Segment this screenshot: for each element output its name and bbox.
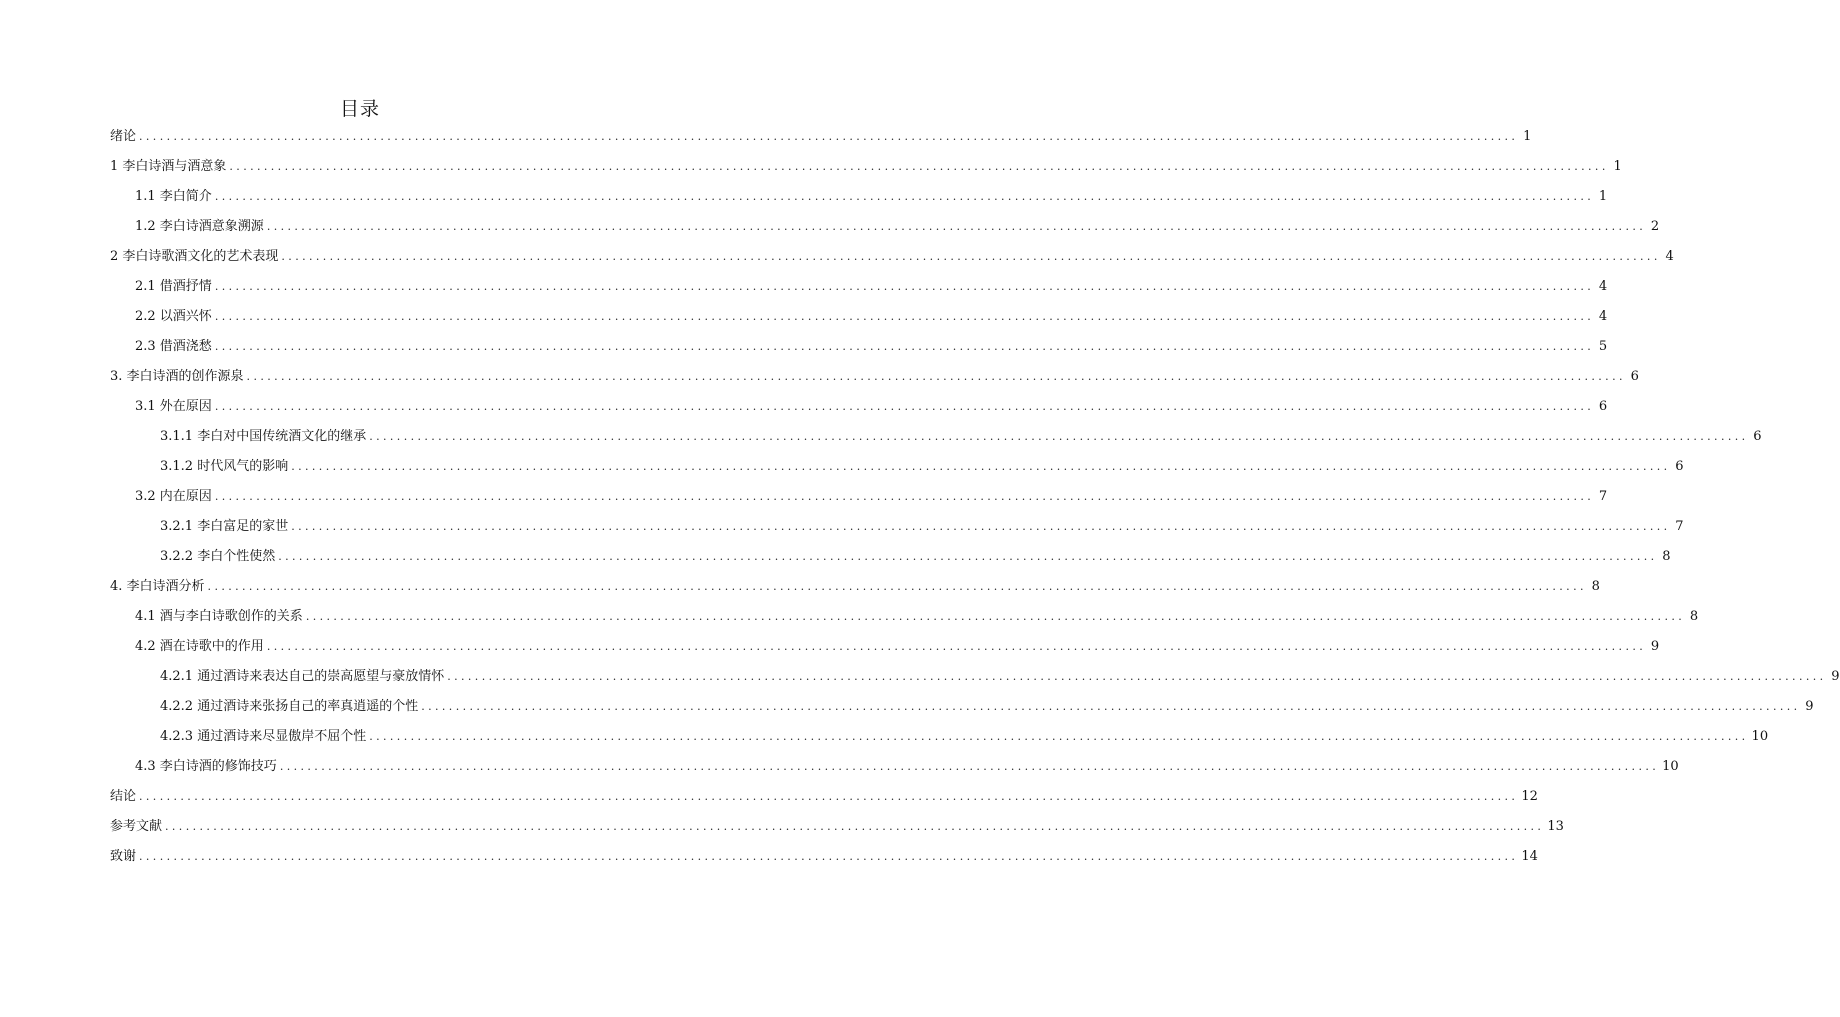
toc-leader-dots: ........................................................................................................................................................................................................ [266,640,1647,653]
toc-entry[interactable] [110,362,1639,392]
toc-leader-dots: ........................................................................................................................................................................................................ [139,790,1519,803]
toc-entry-label: 3.2.1 李白富足的家世 [160,519,289,534]
toc-entry-label: 4.2.3 通过酒诗来尽显傲岸不屈个性 [160,729,367,744]
toc-entry-page-number: 7 [1675,519,1684,534]
toc-entry[interactable] [110,182,1608,212]
toc-entry-label: 3.1 外在原因 [135,399,212,414]
toc-leader-dots: ........................................................................................................................................................................................................ [207,580,1587,593]
toc-entry-page-number: 9 [1650,639,1660,654]
toc-entry-label: 4.2.2 通过酒诗来张扬自己的率真逍遥的个性 [160,699,419,714]
toc-leader-dots: ........................................................................................................................................................................................................ [165,820,1545,833]
toc-entry[interactable] [110,422,1762,452]
toc-entry-page-number: 10 [1662,759,1679,774]
toc-entry[interactable] [110,302,1608,332]
toc-leader-dots: ........................................................................................................................................................................................................ [139,850,1519,863]
toc-leader-dots: ........................................................................................................................................................................................................ [214,190,1595,203]
toc-leader-dots: ........................................................................................................................................................................................................ [229,160,1609,173]
toc-entry-page-number: 4 [1665,249,1674,264]
toc-entry-label: 结论 [110,789,137,804]
toc-entry-label: 1 李白诗酒与酒意象 [110,159,227,174]
toc-leader-dots: ........................................................................................................................................................................................................ [421,700,1801,713]
toc-entry-label: 3.1.2 时代风气的影响 [160,459,289,474]
toc-leader-dots: ........................................................................................................................................................................................................ [214,340,1595,353]
toc-entry-page-number: 8 [1662,549,1671,564]
toc-leader-dots: ........................................................................................................................................................................................................ [281,250,1661,263]
toc-leader-dots: ........................................................................................................................................................................................................ [291,520,1671,533]
toc-entry-page-number: 6 [1675,459,1684,474]
toc-entry[interactable] [110,572,1600,602]
toc-leader-dots: ........................................................................................................................................................................................................ [246,370,1626,383]
toc-entry-page-number: 10 [1751,729,1769,744]
toc-entry[interactable] [110,542,1671,572]
toc-entry[interactable] [110,392,1608,422]
toc-entry[interactable] [110,122,1532,152]
toc-entry-label: 4. 李白诗酒分析 [110,579,205,594]
page-title: 目录 [339,98,380,120]
toc-entry-label: 3.2.2 李白个性使然 [160,549,276,564]
toc-entry-label: 1.1 李白简介 [135,189,212,204]
toc-entry[interactable] [110,782,1538,812]
toc-leader-dots: ........................................................................................................................................................................................................ [369,430,1749,443]
toc-entry-label: 2.3 借酒浇愁 [135,339,212,354]
toc-leader-dots: ........................................................................................................................................................................................................ [291,460,1671,473]
toc-entry[interactable] [110,242,1674,272]
toc-leader-dots: ........................................................................................................................................................................................................ [214,310,1595,323]
toc-entry[interactable] [110,692,1814,722]
toc-entry-label: 3.1.1 李白对中国传统酒文化的继承 [160,429,367,444]
toc-entry-page-number: 9 [1805,699,1814,714]
toc-entry[interactable] [110,152,1622,182]
toc-entry-page-number: 5 [1598,339,1608,354]
toc-entry[interactable] [110,602,1699,632]
toc-entry-page-number: 4 [1598,279,1608,294]
toc-entry[interactable] [110,812,1564,842]
toc-entry-label: 绪论 [110,129,137,144]
toc-entry[interactable] [110,662,1840,692]
toc-entry-page-number: 4 [1598,309,1608,324]
toc-entry-page-number: 6 [1753,429,1762,444]
toc-entry-label: 3. 李白诗酒的创作源泉 [110,369,244,384]
toc-entry-page-number: 6 [1598,399,1608,414]
toc-entry[interactable] [110,842,1538,872]
toc-leader-dots: ........................................................................................................................................................................................................ [278,550,1658,563]
toc-entry-label: 4.2 酒在诗歌中的作用 [135,639,264,654]
toc-entry-page-number: 6 [1630,369,1639,384]
toc-entry-label: 2.1 借酒抒情 [135,279,212,294]
toc-entry[interactable] [110,752,1679,782]
toc-leader-dots: ........................................................................................................................................................................................................ [305,610,1686,623]
toc-entry-label: 2.2 以酒兴怀 [135,309,212,324]
toc-entry[interactable] [110,212,1660,242]
toc-entry[interactable] [110,512,1684,542]
toc-entry-label: 3.2 内在原因 [135,489,212,504]
toc-leader-dots: ........................................................................................................................................................................................................ [279,760,1660,773]
toc-entry[interactable] [110,272,1608,302]
toc-leader-dots: ........................................................................................................................................................................................................ [214,490,1595,503]
toc-entry[interactable] [110,722,1769,752]
toc-entry-label: 1.2 李白诗酒意象溯源 [135,219,264,234]
toc-entry-page-number: 8 [1591,579,1600,594]
toc-entry-label: 4.1 酒与李白诗歌创作的关系 [135,609,303,624]
toc-leader-dots: ........................................................................................................................................................................................................ [139,130,1519,143]
toc-leader-dots: ........................................................................................................................................................................................................ [214,400,1595,413]
toc-entry[interactable] [110,332,1608,362]
toc-leader-dots: ........................................................................................................................................................................................................ [266,220,1647,233]
toc-entry[interactable] [110,452,1684,482]
toc-entry-page-number: 1 [1598,189,1608,204]
toc-entry[interactable] [110,482,1608,512]
toc-entry-label: 4.2.1 通过酒诗来表达自己的崇高愿望与豪放情怀 [160,669,445,684]
toc-entry-page-number: 2 [1650,219,1660,234]
toc-entry-page-number: 13 [1547,819,1564,834]
toc-entry-label: 2 李白诗歌酒文化的艺术表现 [110,249,279,264]
toc-entry-label: 参考文献 [110,819,163,834]
toc-entry-page-number: 12 [1521,789,1538,804]
toc-entry-page-number: 14 [1521,849,1538,864]
toc-leader-dots: ........................................................................................................................................................................................................ [214,280,1595,293]
toc-entry-page-number: 7 [1598,489,1608,504]
toc-entry-page-number: 1 [1613,159,1622,174]
toc-entry-page-number: 8 [1689,609,1699,624]
toc-entry-label: 致谢 [110,849,137,864]
toc-leader-dots: ........................................................................................................................................................................................................ [447,670,1827,683]
toc-leader-dots: ........................................................................................................................................................................................................ [369,730,1749,743]
table-of-contents [110,122,1840,872]
toc-entry-label: 4.3 李白诗酒的修饰技巧 [135,759,277,774]
toc-entry-page-number: 9 [1831,669,1840,684]
toc-entry[interactable] [110,632,1660,662]
toc-entry-page-number: 1 [1523,129,1532,144]
